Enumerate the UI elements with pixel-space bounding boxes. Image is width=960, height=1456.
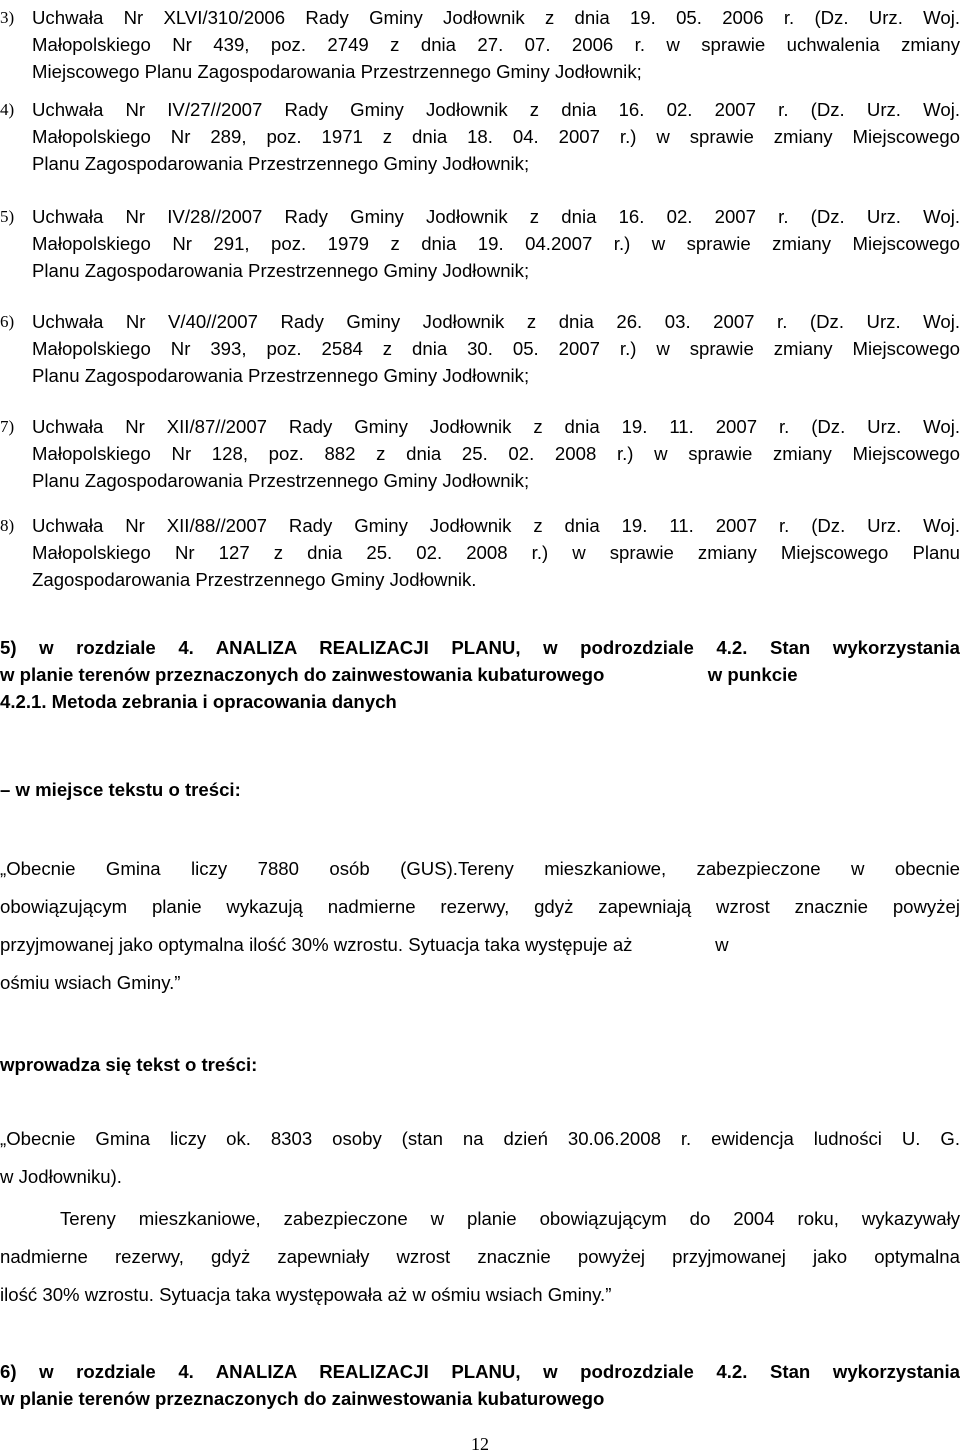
list-item-line: Małopolskiego Nr 128, poz. 882 z dnia 25. 02. 2008 r.) w sprawie zmiany Miejscowego xyxy=(32,443,960,464)
heading-line: w planie terenów przeznaczonych do zainwestowania kubaturowego xyxy=(0,1388,605,1409)
quote-line: „Obecnie Gmina liczy ok. 8303 osoby (stan na dzień 30.06.2008 r. ewidencja ludności U. G. xyxy=(0,1128,960,1149)
list-item xyxy=(0,4,960,85)
old-text-quote xyxy=(0,850,960,1002)
list-item-line: Małopolskiego Nr 393, poz. 2584 z dnia 30. 05. 2007 r.) w sprawie zmiany Miejscowego xyxy=(32,338,960,359)
quote-line: ośmiu wsiach Gminy.” xyxy=(0,972,181,993)
list-item-number: 3) xyxy=(0,8,15,27)
list-item-line: Małopolskiego Nr 127 z dnia 25. 02. 2008 r.) w sprawie zmiany Miejscowego Planu xyxy=(32,542,960,563)
replace-label: – w miejsce tekstu o treści: xyxy=(0,779,241,800)
section-6-heading xyxy=(0,1358,960,1412)
list-item-line: Miejscowego Planu Zagospodarowania Przestrzennego Gminy Jodłownik; xyxy=(32,61,642,82)
list-item-number: 4) xyxy=(0,100,15,119)
quote-line: Tereny mieszkaniowe, zabezpieczone w planie obowiązującym do 2004 roku, wykazywały xyxy=(60,1208,960,1229)
list-item xyxy=(0,203,960,284)
list-item-line: Uchwała Nr IV/28//2007 Rady Gminy Jodłownik z dnia 16. 02. 2007 r. (Dz. Urz. Woj. xyxy=(32,206,960,227)
list-item-line: Uchwała Nr XII/87//2007 Rady Gminy Jodłownik z dnia 19. 11. 2007 r. (Dz. Urz. Woj. xyxy=(32,416,960,437)
list-item-line: Małopolskiego Nr 289, poz. 1971 z dnia 18. 04. 2007 r.) w sprawie zmiany Miejscowego xyxy=(32,126,960,147)
list-item-line: Planu Zagospodarowania Przestrzennego Gminy Jodłownik; xyxy=(32,470,530,491)
new-text-quote xyxy=(0,1120,960,1196)
list-item xyxy=(0,512,960,593)
list-item-number: 5) xyxy=(0,207,15,226)
quote-line: obowiązującym planie wykazują nadmierne rezerwy, gdyż zapewniają wzrost znacznie powyżej xyxy=(0,896,960,917)
list-item-number: 8) xyxy=(0,516,15,535)
quote-line: przyjmowanej jako optymalna ilość 30% wzrostu. Sytuacja taka występuje aż w xyxy=(0,934,729,955)
list-item xyxy=(0,308,960,389)
quote-line: nadmierne rezerwy, gdyż zapewniały wzrost znacznie powyżej przyjmowanej jako optymalna xyxy=(0,1246,960,1267)
list-item-number: 7) xyxy=(0,417,15,436)
quote-line: w Jodłowniku). xyxy=(0,1166,122,1187)
section-5-heading xyxy=(0,634,960,715)
list-item-line: Uchwała Nr IV/27//2007 Rady Gminy Jodłownik z dnia 16. 02. 2007 r. (Dz. Urz. Woj. xyxy=(32,99,960,120)
list-item xyxy=(0,413,960,494)
heading-line: 5) w rozdziale 4. ANALIZA REALIZACJI PLANU, w podrozdziale 4.2. Stan wykorzystania xyxy=(0,637,960,658)
page-number: 12 xyxy=(471,1434,489,1454)
quote-line: ilość 30% wzrostu. Sytuacja taka występowała aż w ośmiu wsiach Gminy.” xyxy=(0,1284,612,1305)
new-text-paragraph xyxy=(0,1200,960,1314)
list-item-line: Zagospodarowania Przestrzennego Gminy Jodłownik. xyxy=(32,569,477,590)
list-item-number: 6) xyxy=(0,312,15,331)
list-item-line: Planu Zagospodarowania Przestrzennego Gminy Jodłownik; xyxy=(32,260,530,281)
list-item-line: Uchwała Nr XLVI/310/2006 Rady Gminy Jodłownik z dnia 19. 05. 2006 r. (Dz. Urz. Woj. xyxy=(32,7,960,28)
list-item-line: Małopolskiego Nr 439, poz. 2749 z dnia 27. 07. 2006 r. w sprawie uchwalenia zmiany xyxy=(32,34,960,55)
list-item-line: Planu Zagospodarowania Przestrzennego Gminy Jodłownik; xyxy=(32,153,530,174)
quote-line: „Obecnie Gmina liczy 7880 osób (GUS).Tereny mieszkaniowe, zabezpieczone w obecnie xyxy=(0,858,960,879)
list-item xyxy=(0,96,960,177)
heading-line: 4.2.1. Metoda zebrania i opracowania danych xyxy=(0,691,397,712)
heading-line: w planie terenów przeznaczonych do zainwestowania kubaturowego w punkcie xyxy=(0,664,798,685)
list-item-line: Małopolskiego Nr 291, poz. 1979 z dnia 19. 04.2007 r.) w sprawie zmiany Miejscowego xyxy=(32,233,960,254)
list-item-line: Planu Zagospodarowania Przestrzennego Gminy Jodłownik; xyxy=(32,365,530,386)
new-text-label: wprowadza się tekst o treści: xyxy=(0,1054,258,1075)
list-item-line: Uchwała Nr XII/88//2007 Rady Gminy Jodłownik z dnia 19. 11. 2007 r. (Dz. Urz. Woj. xyxy=(32,515,960,536)
heading-line: 6) w rozdziale 4. ANALIZA REALIZACJI PLANU, w podrozdziale 4.2. Stan wykorzystania xyxy=(0,1361,960,1382)
list-item-line: Uchwała Nr V/40//2007 Rady Gminy Jodłownik z dnia 26. 03. 2007 r. (Dz. Urz. Woj. xyxy=(32,311,960,332)
